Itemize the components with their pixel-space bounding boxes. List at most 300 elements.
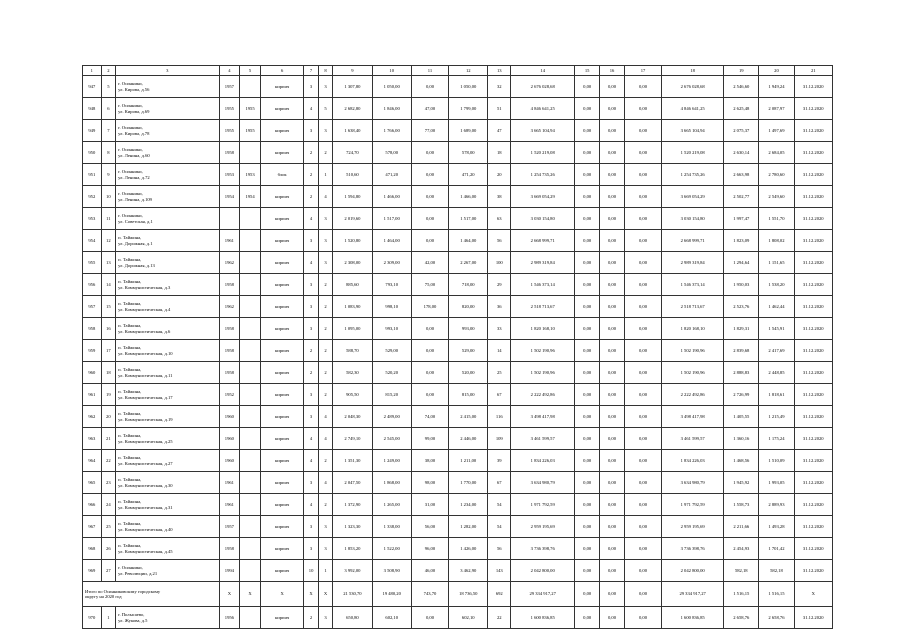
address-line-1: г. Осинники,	[118, 169, 143, 175]
cell-d: 31.12.2020	[794, 516, 832, 538]
cell-p: 33	[488, 318, 511, 340]
address-line-2: ул. Ленина, д.72	[118, 174, 150, 180]
cell-y2	[240, 538, 261, 560]
address-cell	[116, 98, 219, 120]
cell-y2	[240, 560, 261, 582]
cell-c3: 0,00	[600, 252, 625, 274]
cell-c3: 0,00	[600, 208, 625, 230]
cell-e: 2	[318, 274, 332, 296]
cell-c5: 1 546 373,14	[662, 274, 724, 296]
cell-m: кирпич	[260, 560, 303, 582]
address-cell	[116, 186, 219, 208]
cell-y1	[219, 208, 240, 230]
cell-i: 9	[101, 164, 115, 186]
cell-u1: 1 468,56	[724, 450, 759, 472]
cell-c2: 0,00	[575, 472, 600, 494]
column-number: 11	[411, 66, 448, 76]
cell-s2: 1 464,00	[372, 230, 411, 252]
cell-p: 67	[488, 472, 511, 494]
cell-d: 31.12.2020	[794, 120, 832, 142]
cell-c1: 3 030 154,80	[511, 208, 575, 230]
cell-n: 950	[83, 142, 102, 164]
cell-n: 964	[83, 450, 102, 472]
address-cell	[116, 142, 219, 164]
cell-c4: 0,00	[624, 384, 661, 406]
cell-s3: 0,00	[411, 318, 448, 340]
cell-s4: 993,00	[449, 318, 488, 340]
cell-f: 2	[304, 186, 318, 208]
cell-c3: 0,00	[600, 494, 625, 516]
cell-u2: 1 818,61	[759, 384, 794, 406]
total-cell-x4: X	[304, 582, 318, 607]
cell-n: 954	[83, 230, 102, 252]
cell-c5: 2 676 028,68	[662, 76, 724, 98]
cell-s3: 77,00	[411, 120, 448, 142]
cell-p: 54	[488, 516, 511, 538]
cell-i: 26	[101, 538, 115, 560]
table-row	[83, 516, 833, 538]
table-row	[83, 98, 833, 120]
cell-d: 31.12.2020	[794, 560, 832, 582]
cell-c2: 0,00	[575, 560, 600, 582]
column-number: 2	[101, 66, 115, 76]
cell-y1: 1962	[219, 296, 240, 318]
cell-n: 969	[83, 560, 102, 582]
cell-e: 3	[318, 230, 332, 252]
cell-c1: 1 834 226,03	[511, 450, 575, 472]
cell-y1: 1961	[219, 230, 240, 252]
cell-s2: 793,10	[372, 274, 411, 296]
cell-i: 16	[101, 318, 115, 340]
column-number: 18	[662, 66, 724, 76]
cell-c3: 0,00	[600, 76, 625, 98]
cell-s2: 529,00	[372, 340, 411, 362]
table-row	[83, 406, 833, 428]
cell-s4: 1 770,00	[449, 472, 488, 494]
cell-d: 31.12.2020	[794, 142, 832, 164]
cell-c1: 1 502 190,96	[511, 340, 575, 362]
cell-c5: 3 634 980,79	[662, 472, 724, 494]
table-row	[83, 164, 833, 186]
cell-y1: 1960	[219, 450, 240, 472]
cell-d: 31.12.2020	[794, 98, 832, 120]
address-line-1: п. Тайжина,	[118, 477, 142, 483]
cell-u2: 1 551,70	[759, 208, 794, 230]
cell-c1: 1 520 219,08	[511, 142, 575, 164]
cell-f: 4	[304, 98, 318, 120]
cell-c1: 2 989 319,84	[511, 252, 575, 274]
cell-m: кирпич	[260, 472, 303, 494]
cell-p: 22	[488, 607, 511, 629]
table-row	[83, 230, 833, 252]
cell-y1: 1953	[219, 164, 240, 186]
cell-s3: 75,00	[411, 274, 448, 296]
address-line-1: г. Осинники,	[118, 81, 143, 87]
cell-c4: 0,00	[624, 318, 661, 340]
table-row	[83, 318, 833, 340]
cell-s2: 1 338,00	[372, 516, 411, 538]
cell-y2	[240, 274, 261, 296]
cell-i: 15	[101, 296, 115, 318]
cell-c3: 0,00	[600, 274, 625, 296]
address-cell	[116, 164, 219, 186]
cell-n: 951	[83, 164, 102, 186]
cell-s4: 1 282,00	[449, 516, 488, 538]
address-cell	[116, 274, 219, 296]
cell-s1: 588,70	[333, 340, 372, 362]
cell-s4: 471,20	[449, 164, 488, 186]
cell-s4: 1 466,00	[449, 186, 488, 208]
cell-i: 10	[101, 186, 115, 208]
cell-s1: 905,50	[333, 384, 372, 406]
cell-c4: 0,00	[624, 516, 661, 538]
cell-c2: 0,00	[575, 252, 600, 274]
address-cell	[116, 560, 219, 582]
cell-f: 2	[304, 340, 318, 362]
cell-y2: 1954	[240, 186, 261, 208]
cell-c4: 0,00	[624, 120, 661, 142]
cell-c3: 0,00	[600, 318, 625, 340]
cell-m: кирпич	[260, 252, 303, 274]
cell-s2: 2 309,00	[372, 252, 411, 274]
cell-c3: 0,00	[600, 428, 625, 450]
cell-s3: 0,00	[411, 164, 448, 186]
cell-f: 4	[304, 252, 318, 274]
cell-e: 1	[318, 164, 332, 186]
cell-c5: 1 820 168,10	[662, 318, 724, 340]
cell-u2: 1 510,09	[759, 450, 794, 472]
address-line-2: ул. Кирова, д.56	[118, 86, 150, 92]
cell-s4: 1 050,00	[449, 76, 488, 98]
cell-y2: 1955	[240, 98, 261, 120]
cell-y2	[240, 340, 261, 362]
total-cell-x2: X	[240, 582, 261, 607]
cell-y2	[240, 362, 261, 384]
cell-m: кирпич	[260, 230, 303, 252]
cell-s3: 0,00	[411, 208, 448, 230]
cell-m: кирпич	[260, 538, 303, 560]
cell-e: 3	[318, 516, 332, 538]
cell-f: 10	[304, 560, 318, 582]
cell-p: 47	[488, 120, 511, 142]
cell-i: 13	[101, 252, 115, 274]
cell-i: 17	[101, 340, 115, 362]
cell-s2: 998,10	[372, 296, 411, 318]
address-cell	[116, 516, 219, 538]
cell-c5: 3 736 398,76	[662, 538, 724, 560]
cell-s1: 1 520,80	[333, 230, 372, 252]
cell-c5: 3 498 417,98	[662, 406, 724, 428]
cell-c1: 3 498 417,98	[511, 406, 575, 428]
address-line-2: ул. Революции, д.21	[118, 570, 158, 576]
cell-u2: 2 549,60	[759, 186, 794, 208]
address-cell	[116, 208, 219, 230]
cell-u1: 2 658,76	[724, 607, 759, 629]
cell-y1: 1957	[219, 76, 240, 98]
address-line-1: п. Тайжина,	[118, 367, 142, 373]
cell-f: 2	[304, 164, 318, 186]
total-cell-x6: X	[794, 582, 832, 607]
cell-c2: 0,00	[575, 450, 600, 472]
cell-c5: 3 669 054,29	[662, 186, 724, 208]
cell-d: 31.12.2020	[794, 340, 832, 362]
cell-c1: 1 502 190,96	[511, 362, 575, 384]
cell-u2: 1 545,91	[759, 318, 794, 340]
cell-f: 2	[304, 607, 318, 629]
cell-i: 25	[101, 516, 115, 538]
address-cell	[116, 252, 219, 274]
cell-y2	[240, 607, 261, 629]
cell-m: кирпич	[260, 274, 303, 296]
cell-m: кирпич	[260, 362, 303, 384]
cell-f: 3	[304, 120, 318, 142]
cell-s1: 1 095,00	[333, 318, 372, 340]
cell-d: 31.12.2020	[794, 607, 832, 629]
cell-s1: 2 048,30	[333, 406, 372, 428]
cell-c4: 0,00	[624, 164, 661, 186]
cell-u1: 1 294,64	[724, 252, 759, 274]
table-row	[83, 252, 833, 274]
cell-s2: 1 522,00	[372, 538, 411, 560]
column-number: 4	[219, 66, 240, 76]
column-number: 14	[511, 66, 575, 76]
cell-c4: 0,00	[624, 142, 661, 164]
address-line-1: г. Осинники,	[118, 213, 143, 219]
cell-f: 4	[304, 450, 318, 472]
cell-e: 2	[318, 450, 332, 472]
address-line-1: г. Осинники,	[118, 147, 143, 153]
cell-c5: 1 502 190,96	[662, 362, 724, 384]
cell-c2: 0,00	[575, 428, 600, 450]
address-line-2: ул. Коммунистическая, д.11	[118, 372, 173, 378]
cell-d: 31.12.2020	[794, 318, 832, 340]
cell-c1: 2 676 028,68	[511, 76, 575, 98]
cell-u1: 2 211,66	[724, 516, 759, 538]
cell-c1: 3 461 599,57	[511, 428, 575, 450]
cell-s1: 1 594,80	[333, 186, 372, 208]
column-number: 12	[449, 66, 488, 76]
cell-n: 952	[83, 186, 102, 208]
cell-u2: 2 448,85	[759, 362, 794, 384]
address-cell	[116, 76, 219, 98]
cell-y2	[240, 428, 261, 450]
cell-m: кирпич	[260, 450, 303, 472]
cell-p: 14	[488, 340, 511, 362]
cell-s1: 885,60	[333, 274, 372, 296]
cell-n: 949	[83, 120, 102, 142]
cell-c2: 0,00	[575, 98, 600, 120]
cell-c2: 0,00	[575, 406, 600, 428]
address-line-2: ул. Кирова, д.69	[118, 108, 150, 114]
cell-c3: 0,00	[600, 450, 625, 472]
cell-s4: 1 799,00	[449, 98, 488, 120]
cell-c3: 0,00	[600, 406, 625, 428]
cell-d: 31.12.2020	[794, 186, 832, 208]
cell-s3: 98,00	[411, 472, 448, 494]
cell-p: 56	[488, 538, 511, 560]
cell-s2: 578,00	[372, 142, 411, 164]
address-cell	[116, 362, 219, 384]
cell-p: 18	[488, 142, 511, 164]
cell-c2: 0,00	[575, 120, 600, 142]
cell-c1: 2 042 800,00	[511, 560, 575, 582]
cell-u2: 2 780,60	[759, 164, 794, 186]
cell-e: 2	[318, 296, 332, 318]
cell-d: 31.12.2020	[794, 76, 832, 98]
total-label-line-2: округу на 2020 год	[85, 594, 122, 599]
column-number: 1	[83, 66, 102, 76]
cell-c2: 0,00	[575, 538, 600, 560]
cell-m: кирпич	[260, 318, 303, 340]
cell-s3: 96,00	[411, 538, 448, 560]
cell-i: 18	[101, 362, 115, 384]
cell-m: кирпич	[260, 428, 303, 450]
cell-e: 3	[318, 120, 332, 142]
cell-s3: 0,00	[411, 384, 448, 406]
table-row	[83, 142, 833, 164]
cell-n: 956	[83, 274, 102, 296]
cell-y2	[240, 142, 261, 164]
address-cell	[116, 494, 219, 516]
cell-c5: 3 030 154,80	[662, 208, 724, 230]
cell-c1: 2 959 195,69	[511, 516, 575, 538]
cell-e: 3	[318, 607, 332, 629]
address-cell	[116, 384, 219, 406]
total-cell-s2: 19 480,20	[372, 582, 411, 607]
cell-s2: 815,20	[372, 384, 411, 406]
cell-n: 959	[83, 340, 102, 362]
cell-y2	[240, 494, 261, 516]
total-cell-c1: 29 334 917,27	[511, 582, 575, 607]
cell-e: 2	[318, 142, 332, 164]
cell-s1: 1 853,20	[333, 538, 372, 560]
column-number: 21	[794, 66, 832, 76]
cell-c4: 0,00	[624, 538, 661, 560]
cell-c3: 0,00	[600, 142, 625, 164]
cell-c4: 0,00	[624, 494, 661, 516]
table-row	[83, 494, 833, 516]
cell-c4: 0,00	[624, 230, 661, 252]
cell-u2: 1 493,28	[759, 516, 794, 538]
cell-m: кирпич	[260, 142, 303, 164]
cell-u2: 2 684,05	[759, 142, 794, 164]
cell-y1: 1958	[219, 362, 240, 384]
cell-f: 3	[304, 516, 318, 538]
cell-u1: 2 630,14	[724, 142, 759, 164]
cell-y1: 1994	[219, 560, 240, 582]
cell-s1: 1 323,30	[333, 516, 372, 538]
cell-s4: 1 464,00	[449, 230, 488, 252]
cell-c3: 0,00	[600, 538, 625, 560]
address-line-2: ул. Ленина, д.60	[118, 152, 150, 158]
cell-d: 31.12.2020	[794, 538, 832, 560]
address-line-1: г. Осинники,	[118, 565, 143, 571]
cell-c5: 1 600 836,85	[662, 607, 724, 629]
cell-s4: 602,10	[449, 607, 488, 629]
cell-s1: 650,80	[333, 607, 372, 629]
cell-c3: 0,00	[600, 516, 625, 538]
cell-s1: 2 682,80	[333, 98, 372, 120]
cell-d: 31.12.2020	[794, 450, 832, 472]
cell-n: 963	[83, 428, 102, 450]
cell-y2	[240, 516, 261, 538]
cell-c3: 0,00	[600, 164, 625, 186]
cell-y1: 1952	[219, 384, 240, 406]
cell-c2: 0,00	[575, 164, 600, 186]
cell-f: 3	[304, 538, 318, 560]
cell-y2	[240, 76, 261, 98]
address-line-2: ул. Коммунистическая, д.45	[118, 548, 173, 554]
cell-p: 63	[488, 208, 511, 230]
cell-y1: 1955	[219, 98, 240, 120]
address-line-1: п. Тайжина,	[118, 389, 142, 395]
cell-c5: 2 959 195,69	[662, 516, 724, 538]
cell-c2: 0,00	[575, 186, 600, 208]
cell-s4: 2 446,00	[449, 428, 488, 450]
cell-s1: 724,70	[333, 142, 372, 164]
address-line-2: ул. Дорожная, д.1	[118, 240, 153, 246]
column-number: 20	[759, 66, 794, 76]
cell-s2: 2 545,00	[372, 428, 411, 450]
address-cell	[116, 230, 219, 252]
cell-n: 960	[83, 362, 102, 384]
total-cell-x1: X	[219, 582, 240, 607]
address-line-1: п. Тайжина,	[118, 499, 142, 505]
cell-y2	[240, 252, 261, 274]
cell-s2: 1 265,00	[372, 494, 411, 516]
total-cell-c3: 0,00	[600, 582, 625, 607]
cell-f: 3	[304, 296, 318, 318]
cell-u2: 2 658,76	[759, 607, 794, 629]
cell-y1: 1961	[219, 494, 240, 516]
cell-i: 1	[101, 607, 115, 629]
address-line-1: п. Тайжина,	[118, 411, 142, 417]
address-line-2: ул. Коммунистическая, д.19	[118, 416, 173, 422]
cell-s4: 1 517,00	[449, 208, 488, 230]
address-line-1: п. Тайжина,	[118, 521, 142, 527]
address-line-2: ул. Коммунистическая, д.4	[118, 306, 171, 312]
cell-s1: 2 749,10	[333, 428, 372, 450]
cell-m: кирпич	[260, 607, 303, 629]
cell-s4: 815,00	[449, 384, 488, 406]
address-line-2: ул. Коммунистическая, д.10	[118, 350, 173, 356]
cell-p: 29	[488, 274, 511, 296]
cell-f: 2	[304, 142, 318, 164]
table-row	[83, 428, 833, 450]
cell-u1: 1 360,16	[724, 428, 759, 450]
cell-u1: 2 888,83	[724, 362, 759, 384]
cell-c3: 0,00	[600, 362, 625, 384]
address-line-1: п. Тайжина,	[118, 455, 142, 461]
table-row	[83, 186, 833, 208]
cell-c1: 1 820 168,10	[511, 318, 575, 340]
address-line-2: ул. Советская, д.1	[118, 218, 153, 224]
cell-s2: 1 466,00	[372, 186, 411, 208]
cell-c2: 0,00	[575, 340, 600, 362]
cell-u1: 1 829,31	[724, 318, 759, 340]
cell-i: 23	[101, 472, 115, 494]
total-cell-s3: 743,70	[411, 582, 448, 607]
cell-s4: 718,00	[449, 274, 488, 296]
cell-s3: 0,00	[411, 362, 448, 384]
cell-s4: 1 211,00	[449, 450, 488, 472]
table-row	[83, 560, 833, 582]
cell-i: 19	[101, 384, 115, 406]
column-number: 13	[488, 66, 511, 76]
cell-u1: 582,18	[724, 560, 759, 582]
cell-s2: 1 868,00	[372, 472, 411, 494]
cell-s3: 74,00	[411, 406, 448, 428]
